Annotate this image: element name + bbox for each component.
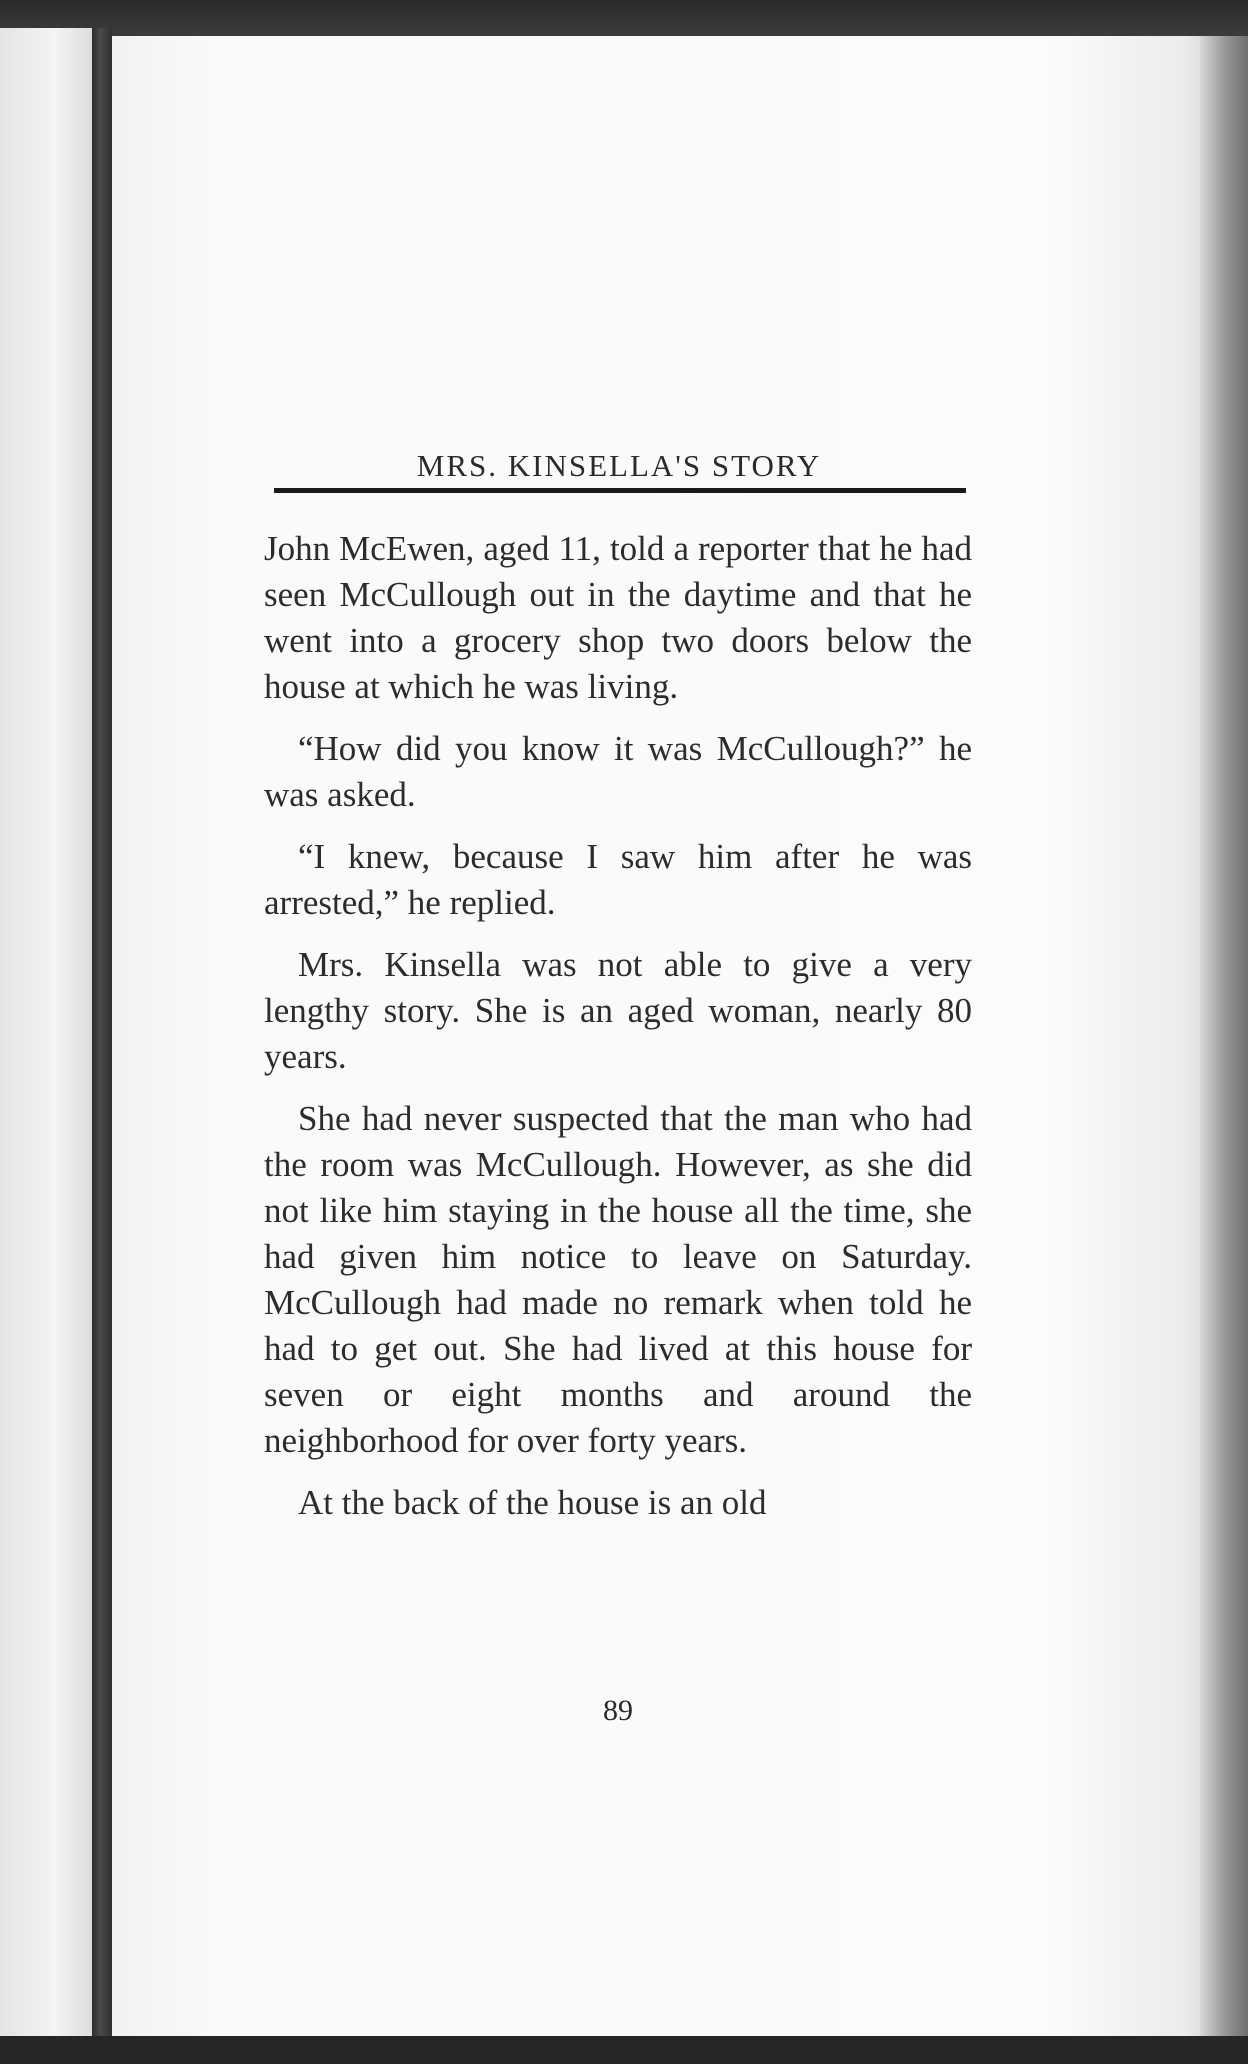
scan-top-edge [0, 0, 1248, 36]
paragraph: “I knew, because I saw him after he was arrested,” he replied. [264, 837, 972, 922]
paragraph: Mrs. Kinsella was not able to give a very lengthy story. She is an aged woman, nearly 80 years. [264, 945, 972, 1076]
scan-bottom-edge [0, 2036, 1248, 2064]
book-page [112, 36, 1216, 2036]
book-gutter [92, 28, 112, 2038]
running-head: MRS. KINSELLA'S STORY [416, 448, 822, 483]
paragraph: John McEwen, aged 11, told a reporter that he had seen McCullough out in the daytime and that he went into a grocery shop two doors below the house at which he was living. [264, 529, 972, 706]
facing-page-edge [0, 28, 92, 2038]
page-number: 89 [603, 1694, 633, 1727]
body-text [264, 526, 972, 1526]
page-fore-edge [1200, 36, 1248, 2036]
paragraph: She had never suspected that the man who had the room was McCullough. However, as she did not like him staying in the house all the time, she had given him notice to leave on Saturday. McCullough had made no remark when told he had to get out. She had lived at this house for seven or eight months and around the neighborhood for over forty years. [264, 1099, 972, 1460]
running-head-rule [274, 488, 966, 493]
paragraph: “How did you know it was McCullough?” he was asked. [264, 729, 972, 814]
paragraph: At the back of the house is an old [298, 1483, 767, 1522]
